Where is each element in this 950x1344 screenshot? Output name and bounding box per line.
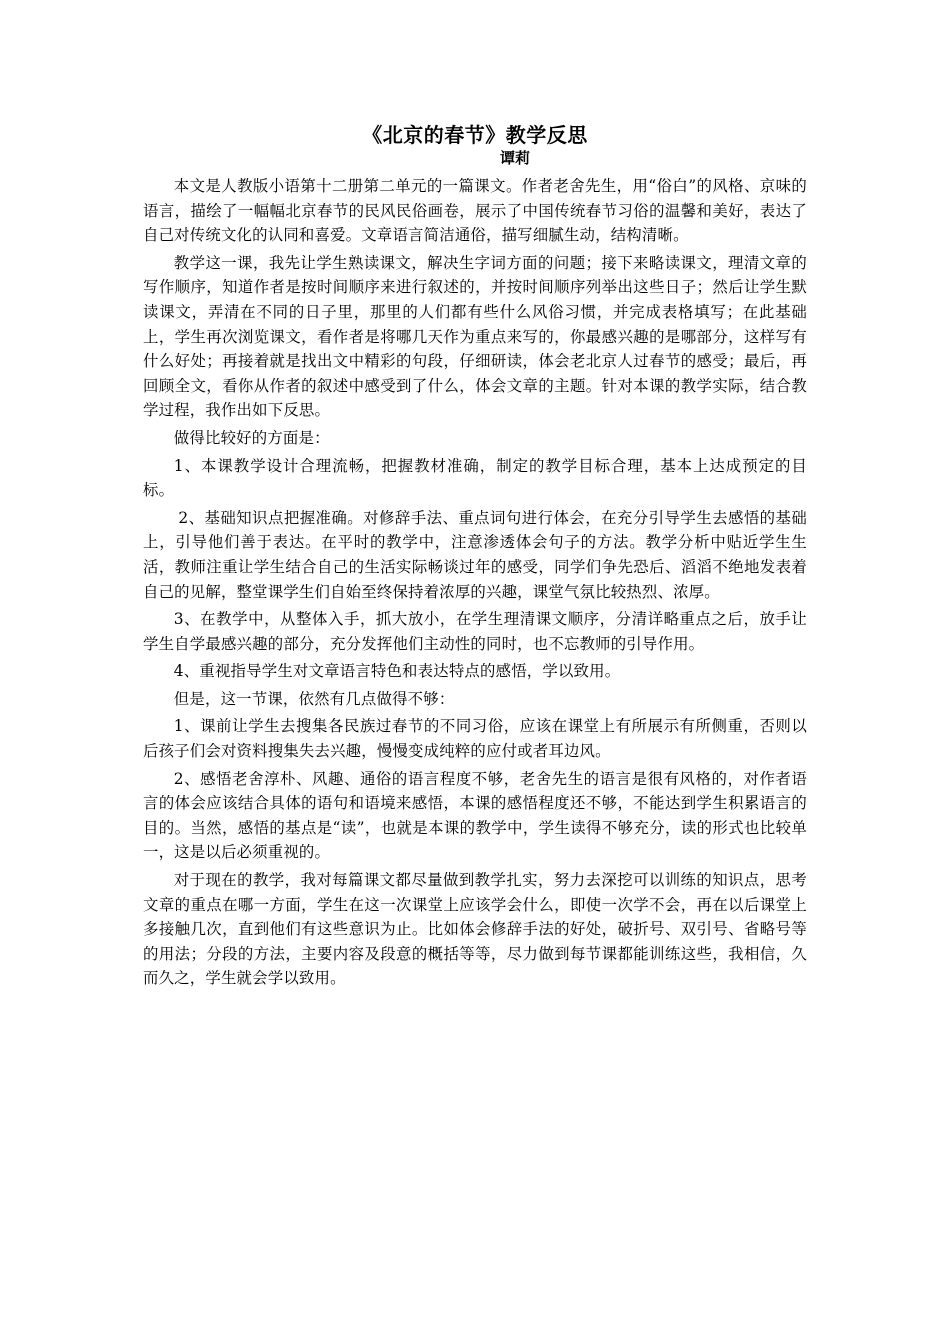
paragraph-weakness-2: 2、感悟老舍淳朴、风趣、通俗的语言程度不够，老舍先生的语言是很有风格的，对作者语言的体会应该结合具体的语句和语境来感悟，本课的感悟程度还不够，不能达到学生积累语言的目的。当然，感悟的基点是“读”，也就是本课的教学中，学生读得不够充分，读的形式也比较单一，这是以后必须重视的。	[143, 769, 807, 862]
paragraph-strengths-heading: 做得比较好的方面是：	[173, 428, 330, 447]
document-title: 《北京的春节》教学反思	[362, 123, 588, 147]
document-page	[143, 122, 807, 994]
author-name: 谭莉	[499, 149, 530, 167]
paragraph-process: 教学这一课，我先让学生熟读课文，解决生字词方面的问题；接下来略读课文，理清文章的写作顺序，知道作者是按时间顺序来进行叙述的，并按时间顺序列举出这些日子；然后让学生默读课文，弄清在不同的日子里，那里的人们都有些什么风俗习惯，并完成表格填写；在此基础上，学生再次浏览课文，看作者是将哪几天作为重点来写的，你最感兴趣的是哪部分，这样写有什么好处；再接着就是找出文中精彩的句段，仔细研读，体会老北京人过春节的感受；最后，再回顾全文，看你从作者的叙述中感受到了什么，体会文章的主题。针对本课的教学实际，结合教学过程，我作出如下反思。	[143, 253, 807, 420]
paragraph-strength-4: 4、重视指导学生对文章语言特色和表达特点的感悟，学以致用。	[173, 662, 621, 681]
paragraph-strength-1: 1、本课教学设计合理流畅，把握教材准确，制定的教学目标合理，基本上达成预定的目标。	[143, 456, 807, 500]
paragraph-weakness-1: 1、课前让学生去搜集各民族过春节的不同习俗，应该在课堂上有所展示有所侧重，否则以后孩子们会对资料搜集失去兴趣，慢慢变成纯粹的应付或者耳边风。	[143, 717, 807, 761]
paragraph-strength-3: 3、在教学中，从整体入手，抓大放小，在学生理清课文顺序，分清详略重点之后，放手让学生自学最感兴趣的部分，充分发挥他们主动性的同时，也不忘教师的引导作用。	[143, 610, 807, 653]
paragraph-conclusion: 对于现在的教学，我对每篇课文都尽量做到教学扎实，努力去深挖可以训练的知识点，思考文章的重点在哪一方面，学生在这一次课堂上应该学会什么，即使一次学不会，再在以后课堂上多接触几次，直到他们有这些意识为止。比如体会修辞手法的好处，破折号、双引号、省略号等的用法；分段的方法，主要内容及段意的概括等等，尽力做到每节课都能训练这些，我相信，久而久之，学生就会学以致用。	[143, 871, 807, 988]
paragraph-weaknesses-heading: 但是，这一节课，依然有几点做得不够：	[173, 689, 455, 708]
paragraph-intro: 本文是人教版小语第十二册第二单元的一篇课文。作者老舍先生，用“俗白”的风格、京味的语言，描绘了一幅幅北京春节的民风民俗画卷，展示了中国传统春节习俗的温馨和美好，表达了自己对传统文化的认同和喜爱。文章语言简洁通俗，描写细腻生动，结构清晰。	[143, 177, 807, 245]
paragraph-strength-2: 2、基础知识点把握准确。对修辞手法、重点词句进行体会，在充分引导学生去感悟的基础上，引导他们善于表达。在平时的教学中，注意渗透体会句子的方法。教学分析中贴近学生生活，教师注重让学生结合自己的生活实际畅谈过年的感受，同学们争先恐后、滔滔不绝地发表着自己的见解，整堂课学生们自始至终保持着浓厚的兴趣，课堂气氛比较热烈、浓厚。	[143, 508, 807, 601]
